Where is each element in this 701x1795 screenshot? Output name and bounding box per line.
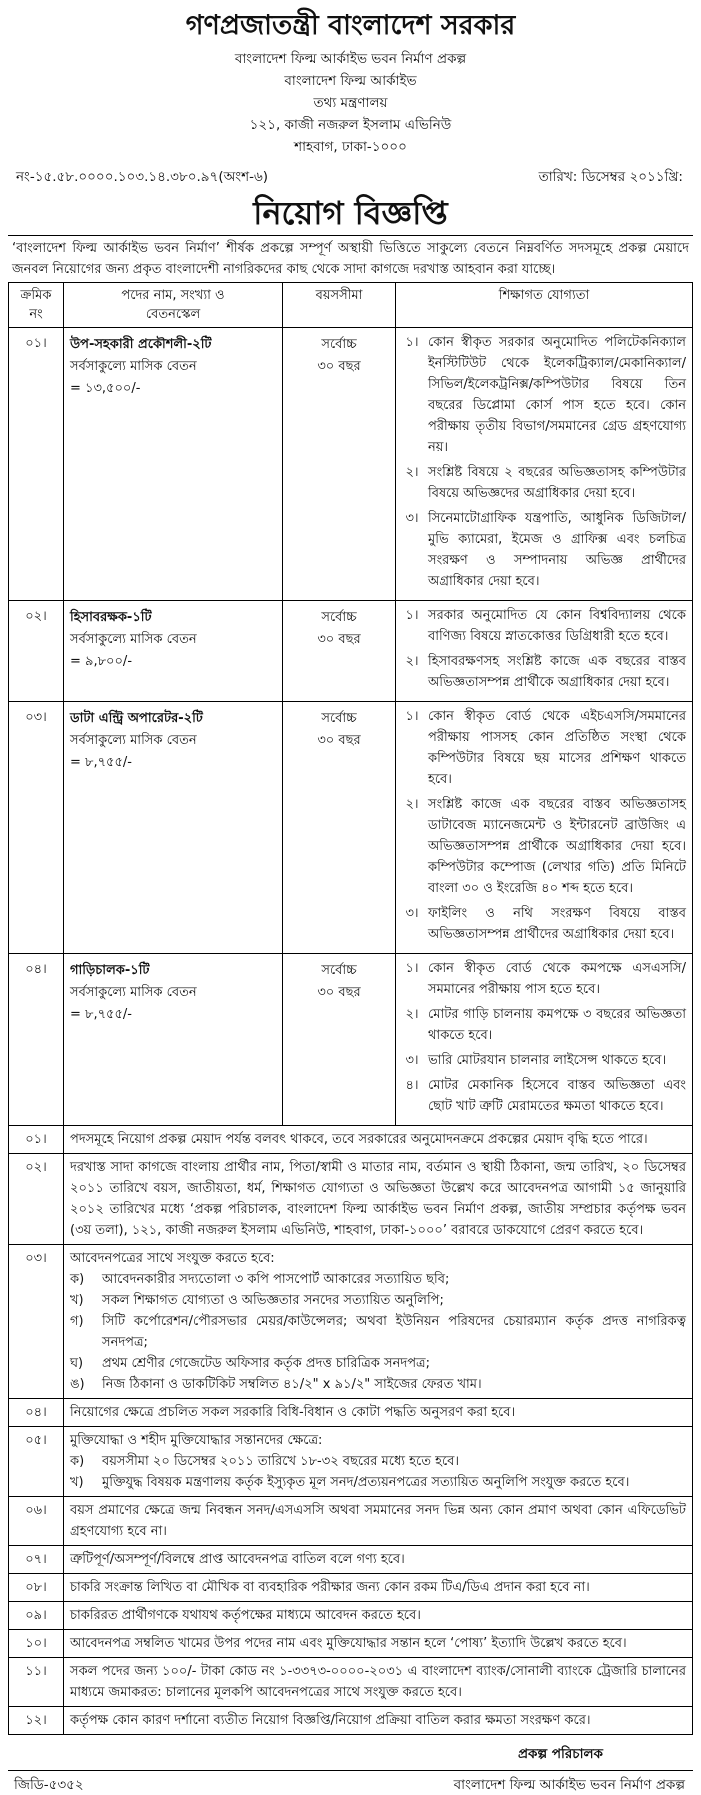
table-row — [9, 601, 693, 702]
pay-label: সর্বসাকুল্যে মাসিক বেতন — [70, 985, 197, 1000]
header-age: বয়সসীমা — [283, 283, 396, 328]
condition-row — [9, 1427, 693, 1497]
condition-text: নিয়োগের ক্ষেত্রে প্রচলিত সকল সরকারি বিধি-বিধান ও কোটা পদ্ধতি অনুসরণ করা হবে। — [64, 1399, 693, 1427]
qualification-item: ১। কোন স্বীকৃত বোর্ড থেকে কমপক্ষে এসএসসি/সমমানের পরীক্ষায় পাস হতে হবে। — [405, 961, 686, 997]
address-line-1: ১২১, কাজী নজরুল ইসলাম এভিনিউ — [249, 117, 452, 133]
qualification-item: ২। সংশ্লিষ্ট কাজে এক বছরের বাস্তব অভিজ্ঞতাসহ ডাটাবেজ ম্যানেজমেন্ট ও ইন্টারনেট ব্রাউজিং এ অভিজ্ঞতাসম্পন্ন প্রার্থীকে অগ্রাধিকার দেয়া হবে। কম্পিউটার কম্পোজ (লেখার গতি) প্রতি মিনিটে বাংলা ৩০ ও ইংরেজি ৪০ শব্দ হতে হবে। — [405, 797, 686, 896]
freedom-fighter-item: খ) মুক্তিযুদ্ধ বিষয়ক মন্ত্রণালয় কর্তৃক ইস্যুকৃত মূল সনদ/প্রত্যয়নপত্রের সত্যায়িত অনুলিপি সংযুক্ত করতে হবে। — [70, 1475, 630, 1490]
post-name: গাড়িচালক-১টি — [70, 963, 150, 978]
row-qualification — [396, 954, 693, 1126]
qualification-item: ৩। ভারি মোটরযান চালনার লাইসেন্স থাকতে হবে। — [405, 1053, 667, 1068]
header-post: পদের নাম, সংখ্যা ও বেতনস্কেল — [64, 283, 283, 328]
gd-code: জিডি-৫৩৫২ — [14, 1777, 84, 1793]
condition-text: দরখাস্ত সাদা কাগজে বাংলায় প্রার্থীর নাম, পিতা/স্বামী ও মাতার নাম, বর্তমান ও স্থায়ী ঠিকানা, জন্ম তারিখ, ২০ ডিসেম্বর ২০১১ তারিখে বয়স, জাতীয়তা, ধর্ম, শিক্ষাগত যোগ্যতা ও অভিজ্ঞতা উল্লেখ করে আবেদনপত্র আগামী ১৫ জানুয়ারি ২০১২ তারিখের মধ্যে ‘প্রকল্প পরিচালক, বাংলাদেশ ফিল্ম আর্কাইভ ভবন নির্মাণ প্রকল্প, জাতীয় সম্প্রচার কর্তৃপক্ষ ভবন (৩য় তলা), ১২১, কাজী নজরুল ইসলাম এভিনিউ, শাহবাগ, ঢাকা-১০০০’ বরাবরে ডাকযোগে প্রেরণ করতে হবে। — [64, 1154, 693, 1245]
condition-number: ০৭। — [9, 1546, 64, 1574]
condition-number: ১২। — [9, 1707, 64, 1735]
pay-amount: = ১৩,৫০০/- — [70, 381, 141, 396]
government-heading: গণপ্রজাতন্ত্রী বাংলাদেশ সরকার — [185, 10, 516, 41]
condition-text — [64, 1427, 693, 1497]
row-age — [283, 601, 396, 702]
row-serial: ০২। — [9, 601, 64, 702]
header-qualification: শিক্ষাগত যোগ্যতা — [396, 283, 693, 328]
ministry-name: তথ্য মন্ত্রণালয় — [313, 95, 388, 111]
row-post — [64, 328, 283, 601]
row-post — [64, 702, 283, 954]
age-value: ৩০ বছর — [317, 632, 361, 647]
condition-text: ত্রুটিপূর্ণ/অসম্পূর্ণ/বিলম্বে প্রাপ্ত আবেদনপত্র বাতিল বলে গণ্য হবে। — [64, 1546, 693, 1574]
memo-number: নং-১৫.৫৮.০০০০.১০৩.১৪.৩৮০.৯৭(অংশ-৬) — [16, 169, 268, 185]
condition-row — [9, 1154, 693, 1245]
conditions-table — [8, 1125, 693, 1735]
pay-label: সর্বসাকুল্যে মাসিক বেতন — [70, 733, 197, 748]
pay-amount: = ৯,৮০০/- — [70, 654, 133, 669]
qualification-item: ৩। সিনেমাটোগ্রাফিক যন্ত্রপাতি, আধুনিক ডিজিটাল/মুভি ক্যামেরা, ইমেজ ও গ্রাফিক্স এবং চলচিত্র সংরক্ষণ ও সম্পাদনায় অভিজ্ঞ প্রার্থীদের অগ্রাধিকার দেয়া হবে। — [405, 511, 686, 589]
table-row — [9, 702, 693, 954]
condition-text: বয়স প্রমাণের ক্ষেত্রে জন্ম নিবন্ধন সনদ/এসএসসি অথবা সমমানের সনদ ভিন্ন অন্য কোন প্রমাণ অথবা কোন এফিডেভিট গ্রহণযোগ্য হবে না। — [64, 1497, 693, 1546]
age-value: ৩০ বছর — [317, 733, 361, 748]
row-age — [283, 328, 396, 601]
footer-project-name: বাংলাদেশ ফিল্ম আর্কাইভ ভবন নির্মাণ প্রকল্প — [453, 1777, 685, 1793]
qualification-item: ২। মোটর গাড়ি চালনায় কমপক্ষে ৩ বছরের অভিজ্ঞতা থাকতে হবে। — [405, 1007, 686, 1043]
posts-table — [8, 282, 693, 1126]
organization-name: বাংলাদেশ ফিল্ম আর্কাইভ — [284, 73, 417, 89]
condition-row — [9, 1707, 693, 1735]
age-label: সর্বোচ্চ — [321, 711, 357, 726]
row-serial: ০১। — [9, 328, 64, 601]
row-qualification — [396, 702, 693, 954]
attachment-item: ঘ) প্রথম শ্রেণীর গেজেটেড অফিসার কর্তৃক প্রদত্ত চারিত্রিক সনদপত্র; — [70, 1356, 430, 1371]
pay-label: সর্বসাকুল্যে মাসিক বেতন — [70, 359, 197, 374]
row-serial: ০৩। — [9, 702, 64, 954]
condition-text: চাকরি সংক্রান্ত লিখিত বা মৌখিক বা ব্যবহারিক পরীক্ষার জন্য কোন রকম টিএ/ডিএ প্রদান করা হবে না। — [64, 1574, 693, 1602]
attachment-item: গ) সিটি কর্পোরেশন/পৌরসভার মেয়র/কাউন্সেলর; অথবা ইউনিয়ন পরিষদের চেয়ারম্যান কর্তৃক প্রদত্ত নাগরিকত্ব সনদপত্র; — [70, 1314, 686, 1350]
attachment-item: খ) সকল শিক্ষাগত যোগ্যতা ও অভিজ্ঞতার সনদের সত্যায়িত অনুলিপি; — [70, 1293, 444, 1308]
project-name: বাংলাদেশ ফিল্ম আর্কাইভ ভবন নির্মাণ প্রকল্প — [234, 51, 467, 67]
condition-row — [9, 1630, 693, 1658]
post-name: উপ-সহকারী প্রকৌশলী-২টি — [70, 337, 212, 352]
condition-row — [9, 1546, 693, 1574]
age-value: ৩০ বছর — [317, 359, 361, 374]
condition-number: ১১। — [9, 1658, 64, 1707]
pay-amount: = ৮,৭৫৫/- — [70, 1007, 132, 1022]
row-post — [64, 954, 283, 1126]
condition-text — [64, 1245, 693, 1399]
condition-number: ০৫। — [9, 1427, 64, 1497]
condition-number: ০২। — [9, 1154, 64, 1245]
condition-heading: মুক্তিযোদ্ধা ও শহীদ মুক্তিযোদ্ধার সন্তানদের ক্ষেত্রে: — [70, 1433, 323, 1448]
qualification-item: ২। হিসাবরক্ষণসহ সংশ্লিষ্ট কাজে এক বছরের বাস্তব অভিজ্ঞতাসম্পন্ন প্রার্থীকে অগ্রাধিকার দেয়া হবে। — [405, 654, 686, 690]
row-qualification — [396, 601, 693, 702]
condition-heading: আবেদনপত্রের সাথে সংযুক্ত করতে হবে: — [70, 1251, 275, 1266]
condition-row — [9, 1602, 693, 1630]
condition-row — [9, 1399, 693, 1427]
condition-row — [9, 1574, 693, 1602]
signatory-title: প্রকল্প পরিচালক — [517, 1746, 603, 1762]
post-name: ডাটা এন্ট্রি অপারেটর-২টি — [70, 711, 203, 726]
qualification-item: ২। সংশ্লিষ্ট বিষয়ে ২ বছরের অভিজ্ঞতাসহ কম্পিউটার বিষয়ে অভিজ্ঞদের অগ্রাধিকার দেয়া হবে। — [405, 465, 686, 501]
issue-date: তারিখ: ডিসেম্বর ২০১১খ্রি: — [538, 169, 683, 185]
table-row — [9, 954, 693, 1126]
condition-number: ১০। — [9, 1630, 64, 1658]
footer — [8, 1770, 693, 1795]
qualification-item: ১। কোন স্বীকৃত সরকার অনুমোদিত পলিটেকনিক্যাল ইনস্টিটিউট থেকে ইলেকট্রিক্যাল/মেকানিক্যাল/সিভিল/ইলেকট্রনিক্স/কম্পিউটার বিষয়ে তিন বছরের ডিপ্লোমা কোর্স পাস হতে হবে। কোন পরীক্ষায় তৃতীয় বিভাগ/সমমানের গ্রেড গ্রহণযোগ্য নয়। — [405, 335, 686, 455]
reference-row — [8, 158, 693, 189]
condition-number: ০১। — [9, 1126, 64, 1154]
qualification-item: ৪। মোটর মেকানিক হিসেবে বাস্তব অভিজ্ঞতা এবং ছোট খাট ত্রুটি মেরামতের ক্ষমতা থাকতে হবে। — [405, 1078, 686, 1114]
row-age — [283, 702, 396, 954]
row-post — [64, 601, 283, 702]
attachment-item: ঙ) নিজ ঠিকানা ও ডাকটিকিট সম্বলিত ৪১/২" x ৯১/২" সাইজের ফেরত খাম। — [70, 1377, 482, 1392]
notice-title: নিয়োগ বিজ্ঞপ্তি — [253, 194, 448, 232]
condition-text: সকল পদের জন্য ১০০/- টাকা কোড নং ১-৩৩৭৩-০০০০-২০৩১ এ বাংলাদেশ ব্যাংক/সোনালী ব্যাংকে ট্রেজারি চালানের মাধ্যমে জমাকরত: চালানের মূলকপি আবেদনপত্রের সাথে সংযুক্ত করতে হবে। — [64, 1658, 693, 1707]
job-circular — [8, 0, 693, 1795]
condition-text: পদসমূহে নিয়োগ প্রকল্প মেয়াদ পর্যন্ত বলবৎ থাকবে, তবে সরকারের অনুমোদনক্রমে প্রকল্পের মেয়াদ বৃদ্ধি হতে পারে। — [64, 1126, 693, 1154]
condition-number: ০৩। — [9, 1245, 64, 1399]
pay-amount: = ৮,৭৫৫/- — [70, 755, 132, 770]
condition-text: চাকরিরত প্রার্থীগণকে যথাযথ কর্তৃপক্ষের মাধ্যমে আবেদন করতে হবে। — [64, 1602, 693, 1630]
qualification-item: ১। সরকার অনুমোদিত যে কোন বিশ্ববিদ্যালয় থেকে বাণিজ্য বিষয়ে স্নাতকোত্তর ডিগ্রিধারী হতে হবে। — [405, 608, 686, 644]
intro-paragraph: ‘বাংলাদেশ ফিল্ম আর্কাইভ ভবন নির্মাণ’ শীর্ষক প্রকল্পে সম্পূর্ণ অস্থায়ী ভিত্তিতে সাকুল্যে বেতনে নিম্নবর্ণিত সদসমূহে প্রকল্প মেয়াদে জনবল নিয়োগের জন্য প্রকৃত বাংলাদেশী নাগরিকদের কাছ থেকে সাদা কাগজে দরখাস্ত আহবান করা যাচ্ছে। — [8, 235, 693, 282]
condition-row — [9, 1245, 693, 1399]
qualification-item: ১। কোন স্বীকৃত বোর্ড থেকে এইচএসসি/সমমানের পরীক্ষায় পাসসহ কোন প্রতিষ্ঠিত সংস্থা থেকে কম্পিউটার বিষয়ে ছয় মাসের প্রশিক্ষণ থাকতে হবে। — [405, 709, 686, 787]
age-label: সর্বোচ্চ — [321, 610, 357, 625]
condition-number: ০৬। — [9, 1497, 64, 1546]
table-row — [9, 328, 693, 601]
condition-row — [9, 1126, 693, 1154]
row-qualification — [396, 328, 693, 601]
condition-number: ০৯। — [9, 1602, 64, 1630]
freedom-fighter-item: ক) বয়সসীমা ২০ ডিসেম্বর ২০১১ তারিখে ১৮-৩২ বছরের মধ্যে হতে হবে। — [70, 1454, 460, 1469]
table-header-row — [9, 283, 693, 328]
age-label: সর্বোচ্চ — [321, 337, 357, 352]
address-line-2: শাহবাগ, ঢাকা-১০০০ — [294, 139, 407, 155]
header-serial: ক্রমিক নং — [9, 283, 64, 328]
condition-text: আবেদনপত্র সম্বলিত খামের উপর পদের নাম এবং মুক্তিযোদ্ধার সন্তান হলে ‘পোষ্য’ ইত্যাদি উল্লেখ করতে হবে। — [64, 1630, 693, 1658]
condition-row — [9, 1658, 693, 1707]
age-label: সর্বোচ্চ — [321, 963, 357, 978]
condition-row — [9, 1497, 693, 1546]
post-name: হিসাবরক্ষক-১টি — [70, 610, 152, 625]
condition-number: ০৪। — [9, 1399, 64, 1427]
pay-label: সর্বসাকুল্যে মাসিক বেতন — [70, 632, 197, 647]
row-serial: ০৪। — [9, 954, 64, 1126]
condition-text: কর্তৃপক্ষ কোন কারণ দর্শানো ব্যতীত নিয়োগ বিজ্ঞপ্তি/নিয়োগ প্রক্রিয়া বাতিল করার ক্ষমতা সংরক্ষণ করে। — [64, 1707, 693, 1735]
age-value: ৩০ বছর — [317, 985, 361, 1000]
qualification-item: ৩। ফাইলিং ও নথি সংরক্ষণ বিষয়ে বাস্তব অভিজ্ঞতাসম্পন্ন প্রার্থীদের অগ্রাধিকার দেয়া হবে। — [405, 906, 686, 942]
attachment-item: ক) আবেদনকারীর সদ্যতোলা ৩ কপি পাসপোর্ট আকারের সত্যায়িত ছবি; — [70, 1272, 450, 1287]
row-age — [283, 954, 396, 1126]
condition-number: ০৮। — [9, 1574, 64, 1602]
